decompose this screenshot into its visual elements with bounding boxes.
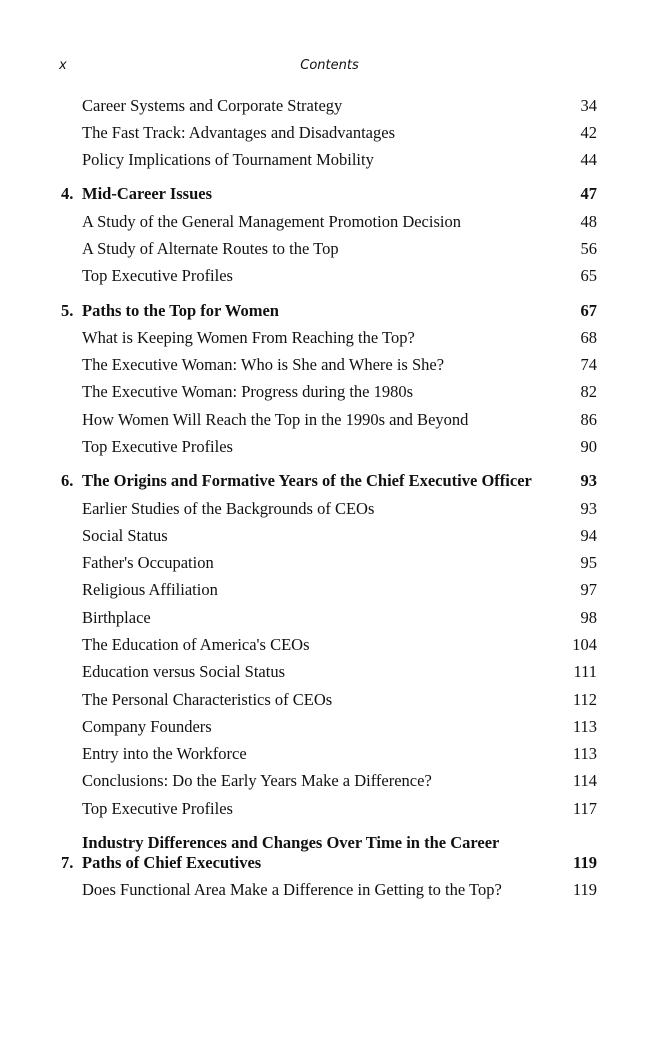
toc-entry <box>0 768 597 795</box>
toc-page: 74 <box>580 355 597 375</box>
toc-title: Company Founders <box>82 716 212 736</box>
toc-title: Policy Implications of Tournament Mobility <box>82 150 374 170</box>
toc-page: 68 <box>580 327 597 347</box>
toc-page: 86 <box>580 409 597 429</box>
toc-title: Entry into the Workforce <box>82 744 247 764</box>
running-header <box>0 58 659 78</box>
toc-title: The Fast Track: Advantages and Disadvantages <box>82 122 395 142</box>
toc-entry <box>0 577 597 604</box>
toc-page: 111 <box>573 662 597 682</box>
toc-entry <box>0 522 597 549</box>
toc-entry <box>0 92 597 119</box>
toc-entry <box>0 406 597 433</box>
toc-entry <box>0 604 597 631</box>
toc-page: 119 <box>573 852 597 872</box>
toc-title: The Origins and Formative Years of the Chief Executive Officer <box>82 471 532 491</box>
toc-entry <box>0 795 597 822</box>
toc-entry <box>0 119 597 146</box>
toc-title: Social Status <box>82 525 168 545</box>
toc-page: 47 <box>580 184 597 204</box>
toc-page: 42 <box>580 122 597 142</box>
toc-page: 82 <box>580 382 597 402</box>
toc-entry <box>0 208 597 235</box>
toc-title: Does Functional Area Make a Difference in Getting to the Top? <box>82 880 502 900</box>
toc-entry <box>0 263 597 290</box>
toc-entry <box>0 631 597 658</box>
toc-chapter <box>0 297 597 324</box>
toc-page: 112 <box>572 689 597 709</box>
toc-page: 90 <box>580 437 597 457</box>
toc-page: 104 <box>572 634 597 654</box>
toc-page: 98 <box>580 607 597 627</box>
page-number: x <box>59 58 67 73</box>
toc-page: 67 <box>580 300 597 320</box>
toc-entry <box>0 550 597 577</box>
toc-page: 114 <box>572 771 597 791</box>
toc-entry <box>0 433 597 460</box>
toc-title: Industry Differences and Changes Over Time in the Career Paths of Chief Executives <box>82 832 500 872</box>
chapter-number: 7. <box>61 852 74 872</box>
toc-title: The Executive Woman: Who is She and Where is She? <box>82 355 445 375</box>
toc-entry <box>0 379 597 406</box>
toc-entry <box>0 877 597 904</box>
toc-title: Birthplace <box>82 607 151 627</box>
chapter-number: 5. <box>61 300 74 320</box>
toc-title: Earlier Studies of the Backgrounds of CEOs <box>82 498 375 518</box>
toc-page: 97 <box>580 580 597 600</box>
toc-page: 56 <box>580 239 597 259</box>
toc-page: 34 <box>580 95 597 115</box>
toc-title: The Education of America's CEOs <box>82 634 310 654</box>
toc-entry <box>0 495 597 522</box>
toc-title: Education versus Social Status <box>82 662 286 682</box>
toc-chapter <box>0 181 597 208</box>
toc-page: 94 <box>580 525 597 545</box>
toc-page: 113 <box>572 716 597 736</box>
toc-title: Father's Occupation <box>82 553 214 573</box>
toc-title: Career Systems and Corporate Strategy <box>82 95 343 115</box>
toc-page: 65 <box>580 266 597 286</box>
toc-entry <box>0 324 597 351</box>
toc-title: A Study of the General Management Promotion Decision <box>82 211 461 231</box>
toc-page: 113 <box>572 744 597 764</box>
toc-title: Top Executive Profiles <box>82 266 233 286</box>
toc-page: 93 <box>580 471 597 491</box>
toc-title: How Women Will Reach the Top in the 1990s and Beyond <box>82 409 469 429</box>
running-title: Contents <box>300 58 359 73</box>
toc-entry <box>0 147 597 174</box>
toc-entry <box>0 659 597 686</box>
toc-title: What is Keeping Women From Reaching the Top? <box>82 327 415 347</box>
toc-entry <box>0 686 597 713</box>
toc-title: Top Executive Profiles <box>82 437 233 457</box>
toc-entry <box>0 235 597 262</box>
toc-title: The Personal Characteristics of CEOs <box>82 689 333 709</box>
toc-title: Paths to the Top for Women <box>82 300 279 320</box>
toc-title: Religious Affiliation <box>82 580 218 600</box>
toc-entry <box>0 713 597 740</box>
toc-page: 48 <box>580 211 597 231</box>
chapter-number: 6. <box>61 471 74 491</box>
toc-entry <box>0 352 597 379</box>
toc-title: Mid-Career Issues <box>82 184 213 204</box>
toc-title: Conclusions: Do the Early Years Make a Difference? <box>82 771 432 791</box>
toc-title: A Study of Alternate Routes to the Top <box>82 239 339 259</box>
toc-chapter <box>0 829 597 876</box>
toc-title: Top Executive Profiles <box>82 798 233 818</box>
toc-page: 93 <box>580 498 597 518</box>
toc-chapter <box>0 468 597 495</box>
toc-page: 44 <box>580 150 597 170</box>
toc-entry <box>0 740 597 767</box>
toc-page: 119 <box>572 880 597 900</box>
toc-title: The Executive Woman: Progress during the 1980s <box>82 382 414 402</box>
toc-page: 117 <box>572 798 597 818</box>
table-of-contents <box>0 92 659 904</box>
chapter-number: 4. <box>61 184 74 204</box>
toc-page: 95 <box>580 553 597 573</box>
